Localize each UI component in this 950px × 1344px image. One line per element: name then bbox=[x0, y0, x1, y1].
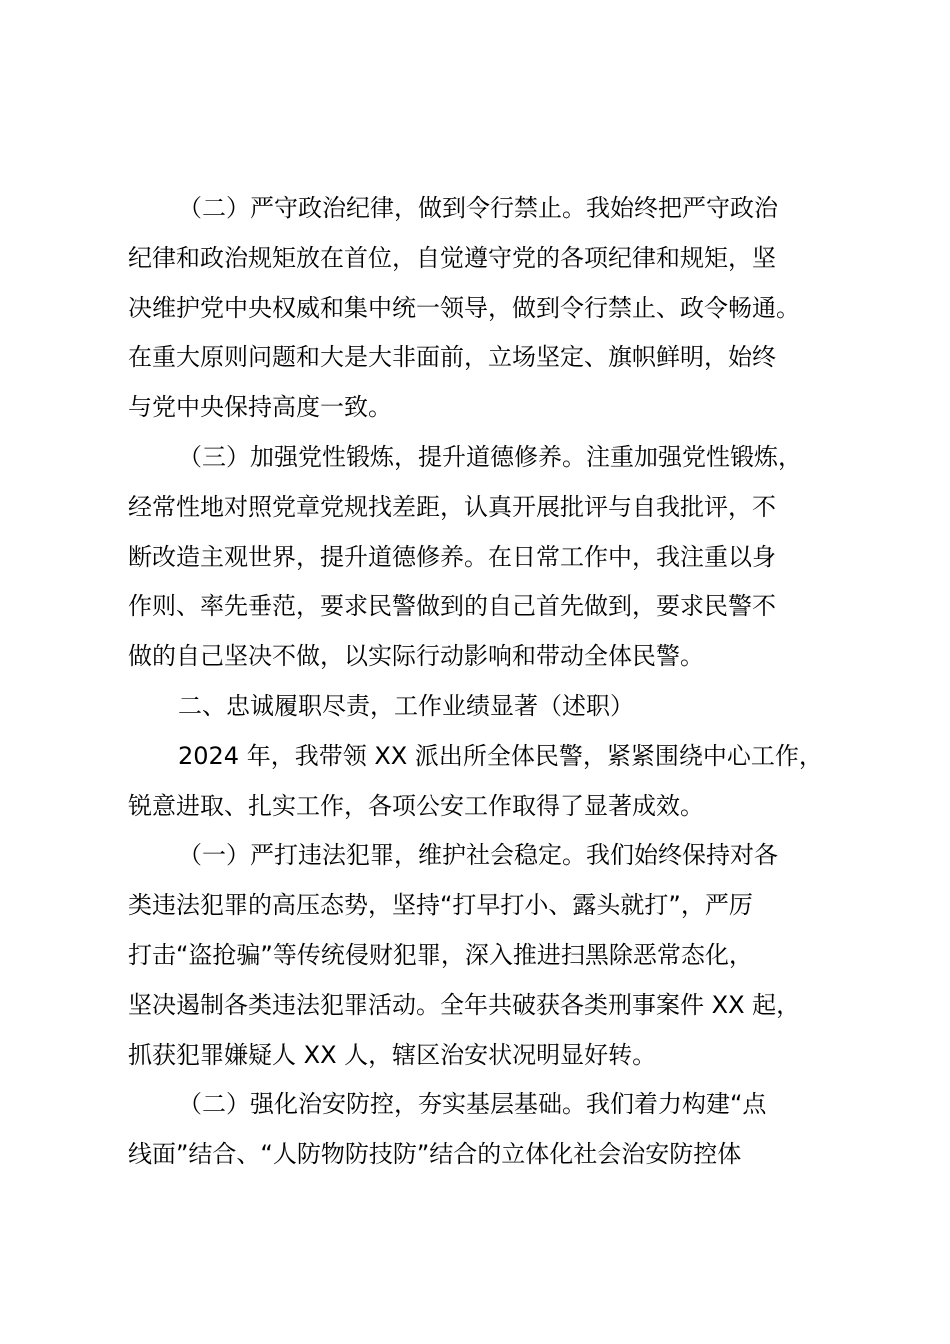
text-line: 与党中央保持高度一致。 bbox=[128, 393, 392, 422]
section-heading: 二、忠诚履职尽责，工作业绩显著（述职） bbox=[178, 691, 634, 720]
text-line: 坚决遏制各类违法犯罪活动。全年共破获各类刑事案件 XX 起， bbox=[128, 990, 801, 1019]
text-line: （二）严守政治纪律，做到令行禁止。我始终把严守政治 bbox=[178, 194, 778, 222]
text-line: 决维护党中央权威和集中统一领导，做到令行禁止、政令畅通。 bbox=[128, 293, 800, 322]
text-line: 打击“盗抢骗”等传统侵财犯罪，深入推进扫黑除恶常态化， bbox=[128, 940, 753, 969]
text-line: （三）加强党性锻炼，提升道德修养。注重加强党性锻炼， bbox=[178, 442, 802, 471]
text-line: 断改造主观世界，提升道德修养。在日常工作中，我注重以身 bbox=[128, 542, 776, 571]
text-line: 在重大原则问题和大是大非面前，立场坚定、旗帜鲜明，始终 bbox=[128, 343, 776, 372]
text-line: 纪律和政治规矩放在首位，自觉遵守党的各项纪律和规矩，坚 bbox=[128, 243, 776, 272]
text-line: 线面”结合、“人防物防技防”结合的立体化社会治安防控体 bbox=[128, 1140, 742, 1169]
text-line: 作则、率先垂范，要求民警做到的自己首先做到，要求民警不 bbox=[128, 592, 776, 621]
text-line: 2024 年，我带领 XX 派出所全体民警，紧紧围绕中心工作， bbox=[178, 741, 823, 770]
text-line: 锐意进取、扎实工作，各项公安工作取得了显著成效。 bbox=[128, 791, 704, 820]
text-line: 抓获犯罪嫌疑人 XX 人，辖区治安状况明显好转。 bbox=[128, 1040, 657, 1069]
text-line: （一）严打违法犯罪，维护社会稳定。我们始终保持对各 bbox=[178, 841, 778, 870]
text-line: （二）强化治安防控，夯实基层基础。我们着力构建“点 bbox=[178, 1090, 767, 1119]
text-line: 类违法犯罪的高压态势，坚持“打早打小、露头就打”，严厉 bbox=[128, 891, 753, 920]
document-body bbox=[128, 184, 860, 1180]
text-line: 经常性地对照党章党规找差距，认真开展批评与自我批评，不 bbox=[128, 492, 776, 521]
text-line: 做的自己坚决不做，以实际行动影响和带动全体民警。 bbox=[128, 642, 704, 671]
